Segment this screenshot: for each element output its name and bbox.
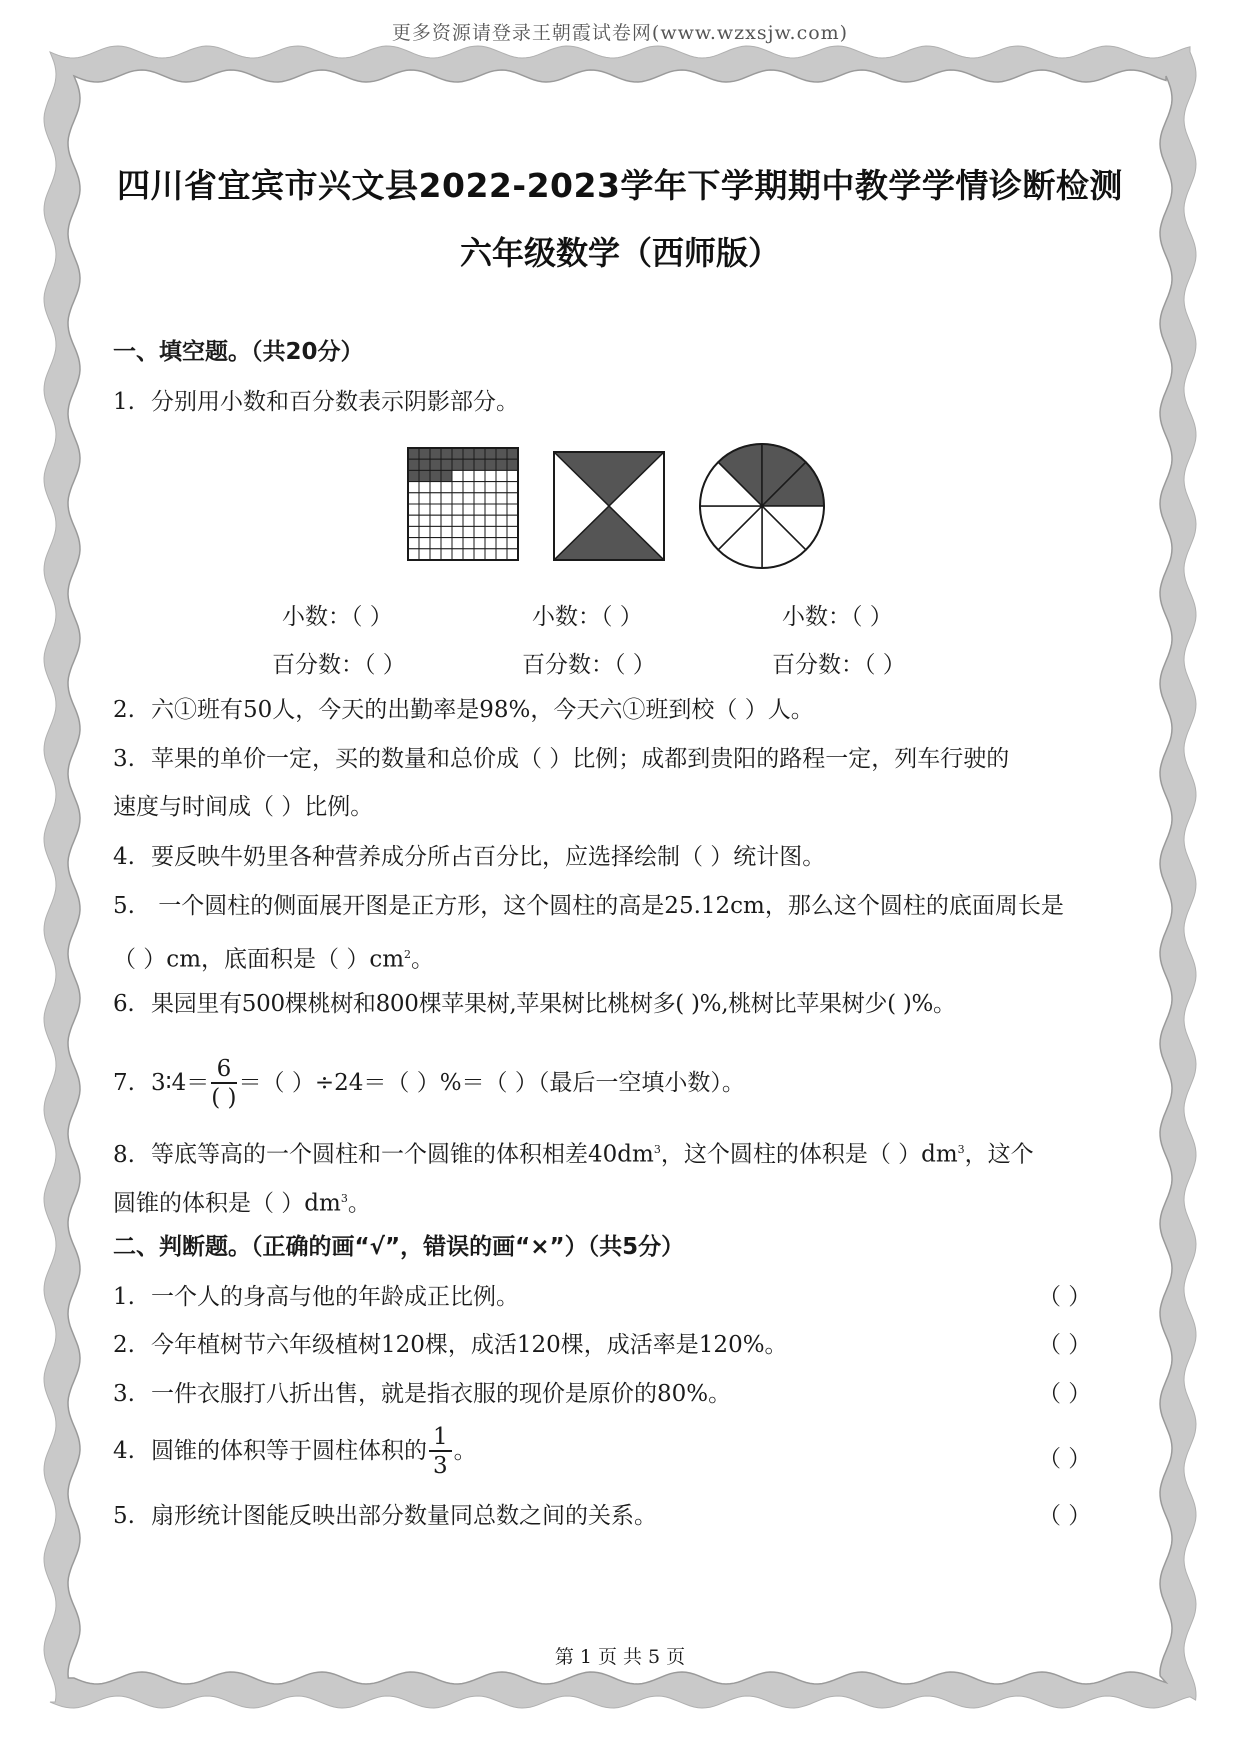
question-2 xyxy=(113,695,814,725)
grid-cell xyxy=(408,538,419,549)
grid-cell xyxy=(474,515,485,526)
question-1 xyxy=(113,387,519,417)
grid-cell xyxy=(463,493,474,504)
grid-cell xyxy=(419,538,430,549)
grid-cell xyxy=(507,493,518,504)
grid-cell xyxy=(441,515,452,526)
question-text: 苹果的单价一定，买的数量和总价成（ ）比例；成都到贵阳的路程一定，列车行驶的 xyxy=(151,746,1010,772)
page-footer: 第 1 页 共 5 页 xyxy=(554,1646,686,1668)
question-text: 圆锥的体积是（ ）dm xyxy=(113,1190,341,1217)
question-number: 3. xyxy=(113,1381,135,1407)
question-4 xyxy=(113,842,825,872)
grid-cell xyxy=(496,504,507,515)
grid-cell xyxy=(430,504,441,515)
grid-cell xyxy=(507,549,518,560)
grid-cell xyxy=(507,504,518,515)
grid-cell xyxy=(496,549,507,560)
grid-cell xyxy=(485,538,496,549)
grid-cell-shaded xyxy=(474,459,485,470)
judge-question-4 xyxy=(113,1422,477,1480)
grid-cell xyxy=(485,493,496,504)
question-text: 果园里有500棵桃树和800棵苹果树,苹果树比桃树多( )%,桃树比苹果树少( )%。 xyxy=(151,991,956,1017)
grid-cell xyxy=(496,493,507,504)
judge-question-3 xyxy=(113,1379,731,1409)
grid-cell xyxy=(419,549,430,560)
answer-label-decimal-3: 小数：（ ） xyxy=(782,604,893,630)
answer-paren: （ ） xyxy=(1038,1446,1092,1472)
grid-cell-shaded xyxy=(485,459,496,470)
grid-cell xyxy=(474,470,485,481)
grid-cell xyxy=(496,470,507,481)
grid-cell xyxy=(430,482,441,493)
superscript: 3 xyxy=(957,1143,965,1156)
answer-label-decimal-1: 小数：（ ） xyxy=(282,604,393,630)
grid-cell xyxy=(474,549,485,560)
grid-cell xyxy=(408,482,419,493)
fraction-numerator: 1 xyxy=(429,1424,452,1452)
grid-cell xyxy=(452,493,463,504)
grid-cell-shaded xyxy=(441,470,452,481)
fraction-denominator: 3 xyxy=(433,1453,448,1479)
grid-cell xyxy=(419,504,430,515)
ratio-expression: 3∶4＝ xyxy=(151,1070,210,1096)
hundred-grid-figure xyxy=(406,446,522,564)
grid-cell xyxy=(474,504,485,515)
grid-cell xyxy=(419,526,430,537)
question-text: ，这个圆柱的体积是（ ）dm xyxy=(660,1141,958,1168)
question-text: 要反映牛奶里各种营养成分所占百分比，应选择绘制（ ）统计图。 xyxy=(151,844,826,870)
grid-cell xyxy=(452,549,463,560)
grid-cell xyxy=(408,515,419,526)
grid-cell xyxy=(430,515,441,526)
grid-cell xyxy=(463,482,474,493)
grid-cell xyxy=(463,526,474,537)
grid-cell xyxy=(441,482,452,493)
grid-cell-shaded xyxy=(408,470,419,481)
grid-cell xyxy=(496,526,507,537)
square-triangles-figure xyxy=(552,450,666,562)
grid-cell xyxy=(485,549,496,560)
superscript: 3 xyxy=(653,1143,661,1156)
grid-cell xyxy=(419,515,430,526)
grid-cell xyxy=(463,515,474,526)
grid-cell xyxy=(452,538,463,549)
question-text: 。 xyxy=(347,1190,371,1217)
grid-cell xyxy=(507,515,518,526)
pie-circle-figure xyxy=(697,441,827,571)
judge-question-2 xyxy=(113,1330,788,1360)
answer-paren: （ ） xyxy=(1038,1381,1092,1407)
answer-label-decimal-2: 小数：（ ） xyxy=(532,604,643,630)
question-text: （ ）cm，底面积是（ ）cm xyxy=(113,946,405,973)
question-number: 1. xyxy=(113,1284,135,1310)
grid-cell xyxy=(441,526,452,537)
grid-cell-shaded xyxy=(441,459,452,470)
grid-cell xyxy=(452,470,463,481)
superscript: 3 xyxy=(340,1192,348,1205)
grid-cell xyxy=(485,470,496,481)
fraction-numerator: 6 xyxy=(211,1056,236,1084)
grid-cell xyxy=(441,538,452,549)
question-number: 5. xyxy=(113,1503,135,1529)
question-text: 一个人的身高与他的年龄成正比例。 xyxy=(151,1284,519,1310)
grid-cell xyxy=(463,538,474,549)
grid-cell xyxy=(441,493,452,504)
question-number: 1. xyxy=(113,389,135,415)
grid-cell xyxy=(430,526,441,537)
question-8-continued xyxy=(113,1184,371,1219)
grid-cell xyxy=(485,526,496,537)
grid-cell xyxy=(463,470,474,481)
grid-cell xyxy=(452,526,463,537)
grid-cell-shaded xyxy=(474,448,485,459)
question-number: 4. xyxy=(113,844,135,870)
question-text: 六①班有50人，今天的出勤率是98%，今天六①班到校（ ）人。 xyxy=(151,697,814,723)
grid-cell-shaded xyxy=(408,459,419,470)
grid-cell xyxy=(408,549,419,560)
grid-cell-shaded xyxy=(496,448,507,459)
question-text: ＝（ ）÷24＝（ ）%＝（ ） xyxy=(238,1070,538,1096)
judge-question-1 xyxy=(113,1282,519,1312)
grid-cell xyxy=(485,504,496,515)
grid-cell xyxy=(419,482,430,493)
section-heading-fill-blank: 一、填空题。（共20分） xyxy=(113,339,364,365)
question-7 xyxy=(113,1052,745,1114)
superscript: 2 xyxy=(404,948,412,961)
question-3 xyxy=(113,744,1009,774)
grid-cell-shaded xyxy=(419,470,430,481)
question-6 xyxy=(113,989,956,1019)
question-3-continued: 速度与时间成（ ）比例。 xyxy=(113,794,374,820)
grid-cell-shaded xyxy=(430,448,441,459)
grid-cell xyxy=(474,493,485,504)
grid-cell-shaded xyxy=(485,448,496,459)
grid-cell-shaded xyxy=(507,459,518,470)
judge-question-5 xyxy=(113,1501,657,1531)
grid-cell-shaded xyxy=(430,459,441,470)
exam-title: 四川省宜宾市兴文县2022-2023学年下学期期中教学学情诊断检测 xyxy=(117,166,1123,205)
grid-cell xyxy=(452,515,463,526)
question-text: ，这个 xyxy=(964,1141,1034,1168)
grid-cell xyxy=(485,515,496,526)
grid-cell xyxy=(408,504,419,515)
grid-cell xyxy=(463,549,474,560)
question-text: 分别用小数和百分数表示阴影部分。 xyxy=(151,389,519,415)
grid-cell xyxy=(474,526,485,537)
question-5 xyxy=(113,891,1064,921)
answer-paren: （ ） xyxy=(1038,1332,1092,1358)
grid-cell xyxy=(419,493,430,504)
grid-cell xyxy=(441,549,452,560)
grid-cell xyxy=(408,526,419,537)
grid-cell-shaded xyxy=(430,470,441,481)
question-number: 6. xyxy=(113,991,135,1017)
grid-cell-shaded xyxy=(496,459,507,470)
question-number: 5. xyxy=(113,893,135,919)
question-5-continued xyxy=(113,940,434,975)
grid-cell-shaded xyxy=(419,448,430,459)
question-8 xyxy=(113,1135,1034,1170)
grid-cell xyxy=(430,538,441,549)
grid-cell xyxy=(507,538,518,549)
grid-cell-shaded xyxy=(507,448,518,459)
grid-cell xyxy=(452,504,463,515)
grid-cell xyxy=(507,526,518,537)
grid-cell-shaded xyxy=(452,448,463,459)
grid-cell xyxy=(441,504,452,515)
grid-cell xyxy=(463,504,474,515)
grid-cell xyxy=(507,482,518,493)
question-text: 等底等高的一个圆柱和一个圆锥的体积相差40dm xyxy=(151,1141,654,1168)
answer-label-percent-1: 百分数：（ ） xyxy=(272,652,406,678)
question-text: 。 xyxy=(411,946,435,973)
question-text: 今年植树节六年级植树120棵，成活120棵，成活率是120%。 xyxy=(151,1332,788,1358)
fraction-denominator: ( ) xyxy=(211,1085,237,1111)
grid-cell-shaded xyxy=(463,448,474,459)
grid-cell xyxy=(485,482,496,493)
question-number: 2. xyxy=(113,697,135,723)
answer-label-percent-2: 百分数：（ ） xyxy=(522,652,656,678)
section-heading-true-false: 二、判断题。（正确的画“√”，错误的画“×”）（共5分） xyxy=(113,1234,685,1260)
grid-cell-shaded xyxy=(419,459,430,470)
question-text: 一件衣服打八折出售，就是指衣服的现价是原价的80%。 xyxy=(151,1381,732,1407)
question-number: 8. xyxy=(113,1141,135,1168)
fraction xyxy=(211,1056,236,1112)
question-number: 2. xyxy=(113,1332,135,1358)
question-number: 7. xyxy=(113,1070,135,1096)
grid-cell xyxy=(474,538,485,549)
source-watermark: 更多资源请登录王朝霞试卷网(www.wzxsjw.com) xyxy=(391,22,849,44)
question-number: 3. xyxy=(113,746,135,772)
grid-cell xyxy=(496,482,507,493)
question-text: （最后一空填小数）。 xyxy=(537,1070,745,1096)
grid-cell xyxy=(452,482,463,493)
grid-cell xyxy=(430,549,441,560)
grid-cell-shaded xyxy=(463,459,474,470)
grid-cell xyxy=(507,470,518,481)
answer-paren: （ ） xyxy=(1038,1284,1092,1310)
grid-cell xyxy=(408,493,419,504)
grid-cell xyxy=(496,515,507,526)
grid-cell-shaded xyxy=(408,448,419,459)
question-text: 圆锥的体积等于圆柱体积的 xyxy=(151,1438,427,1464)
question-text: 扇形统计图能反映出部分数量同总数之间的关系。 xyxy=(151,1503,657,1529)
question-number: 4. xyxy=(113,1438,135,1464)
question-text: 。 xyxy=(453,1438,477,1464)
exam-subtitle: 六年级数学（西师版） xyxy=(459,234,780,272)
question-text: 一个圆柱的侧面展开图是正方形，这个圆柱的高是25.12cm，那么这个圆柱的底面周长是 xyxy=(151,893,1064,919)
grid-cell xyxy=(430,493,441,504)
grid-cell xyxy=(474,482,485,493)
grid-cell xyxy=(496,538,507,549)
answer-paren: （ ） xyxy=(1038,1503,1092,1529)
fraction xyxy=(429,1424,452,1480)
grid-cell-shaded xyxy=(441,448,452,459)
answer-label-percent-3: 百分数：（ ） xyxy=(772,652,906,678)
grid-cell-shaded xyxy=(452,459,463,470)
